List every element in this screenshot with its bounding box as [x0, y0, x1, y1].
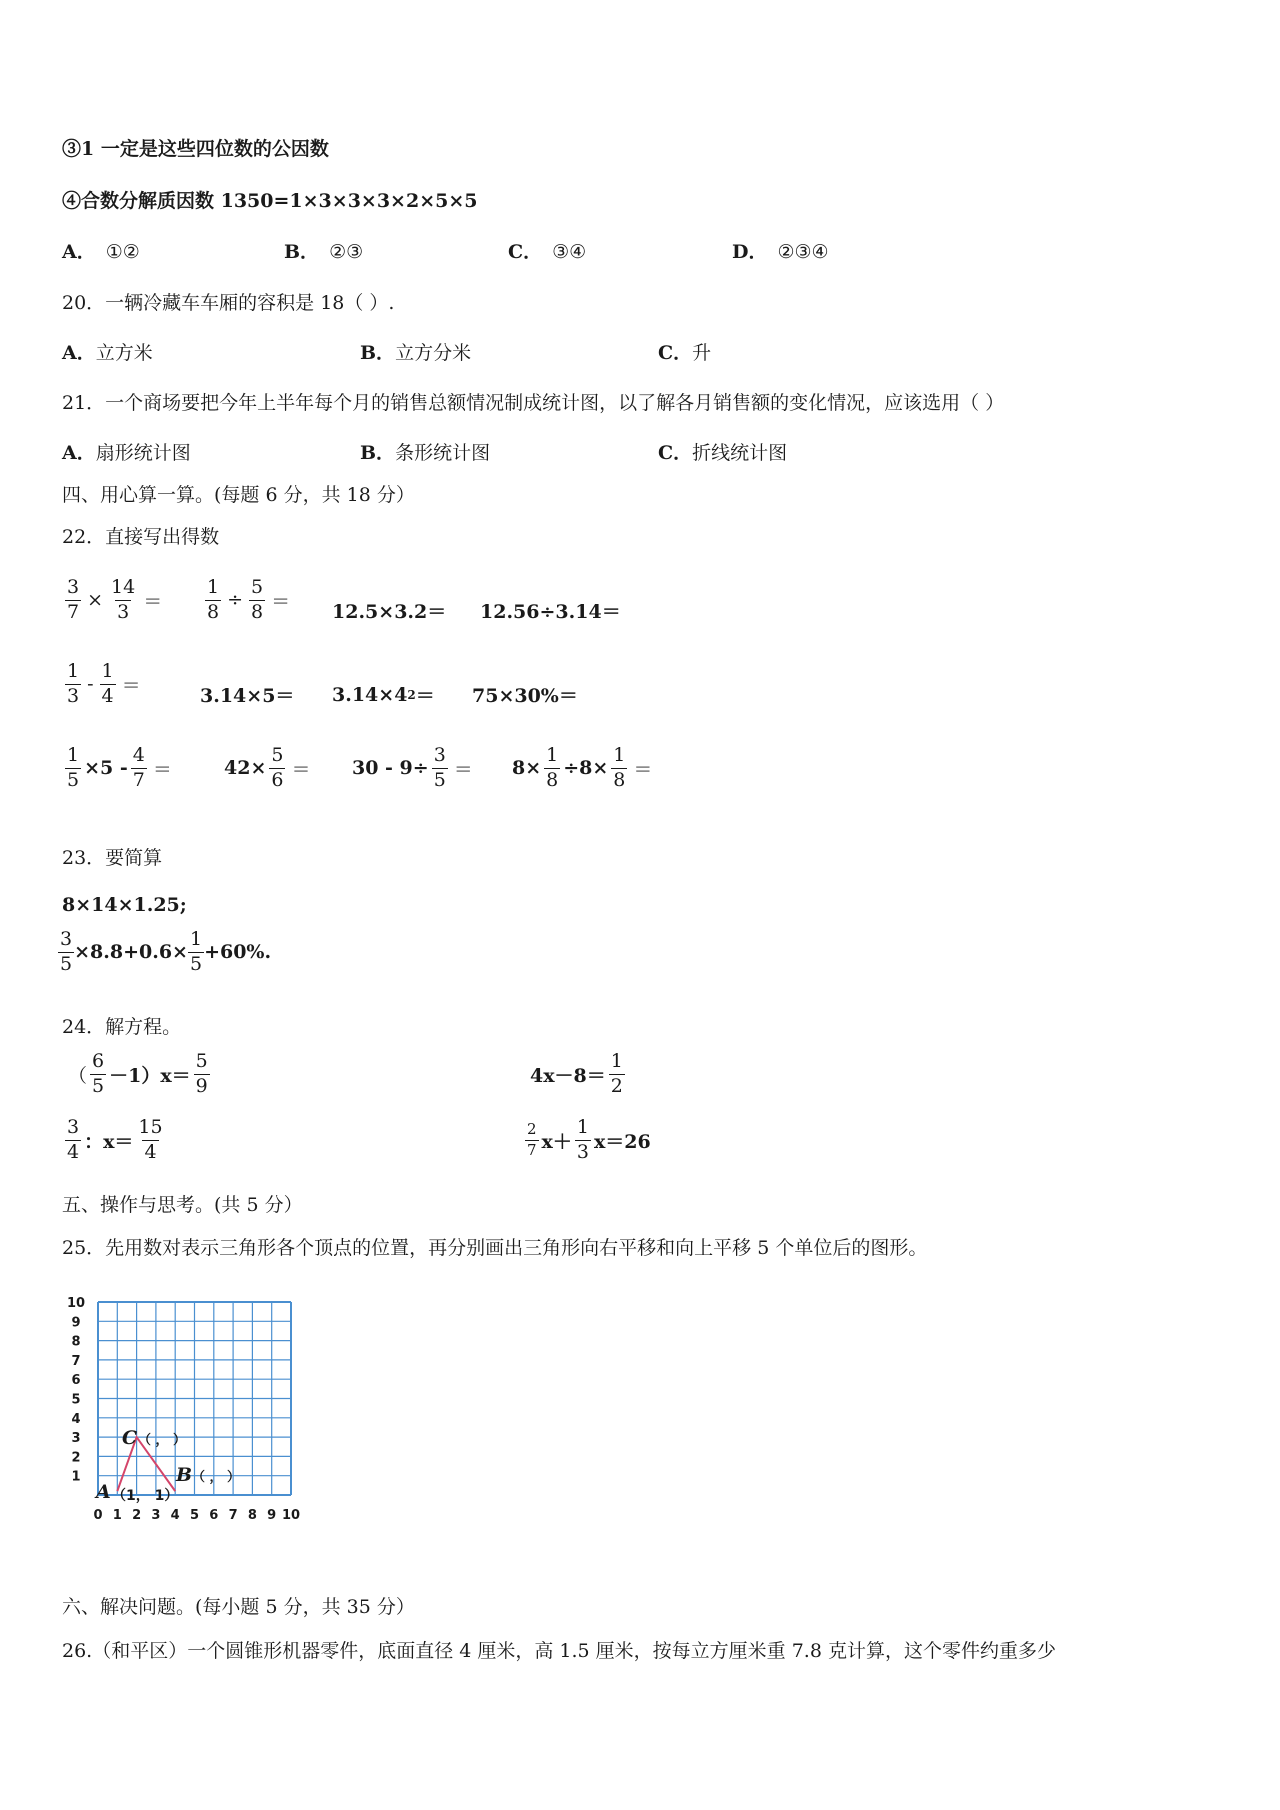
- x-tick-label: 2: [132, 1508, 142, 1523]
- q22-expr-4: 12.56÷3.14＝: [480, 601, 621, 623]
- y-axis-ticks: [67, 1296, 85, 1485]
- q26-stem: 26.（和平区）一个圆锥形机器零件，底面直径 4 厘米，高 1.5 厘米，按每立方厘米重 7.8 克计算，这个零件约重多少: [62, 1640, 1056, 1662]
- vertex-a-label: A: [96, 1481, 111, 1503]
- q21-option-c[interactable]: C．折线统计图: [658, 442, 788, 464]
- x-tick-label: 7: [228, 1508, 238, 1523]
- x-tick-label: 3: [151, 1508, 161, 1523]
- q22-expr-12: 8× $\frac{1}{8}$ ÷8× $\frac{1}{8}$ ＝: [512, 744, 653, 791]
- x-tick-label: 8: [247, 1508, 257, 1523]
- y-tick-label: 6: [71, 1373, 81, 1389]
- vertex-b-coord: （ ， ）: [192, 1470, 241, 1485]
- q19-option-b[interactable]: B． ②③: [284, 241, 364, 263]
- q20-option-c[interactable]: C．升: [658, 342, 712, 364]
- q22-expr-7: 3.14×4 2 ＝: [332, 683, 435, 707]
- q24-stem: 24．解方程。: [62, 1016, 182, 1038]
- q24-equation-4: $\frac{2}{7}$ x＋ $\frac{1}{3}$ x＝26: [527, 1116, 651, 1163]
- y-tick-label: 4: [71, 1411, 81, 1427]
- x-tick-label: 10: [281, 1508, 301, 1523]
- q19-option-c[interactable]: C． ③④: [508, 241, 587, 263]
- q22-expr-3: 12.5×3.2＝: [332, 601, 447, 623]
- q23-stem: 23．要简算: [62, 847, 163, 869]
- q21-option-a[interactable]: A．扇形统计图: [62, 442, 191, 464]
- y-tick-label: 2: [71, 1450, 81, 1466]
- section-6-heading: 六、解决问题。(每小题 5 分，共 35 分）: [62, 1596, 415, 1618]
- section-5-heading: 五、操作与思考。(共 5 分）: [62, 1194, 303, 1216]
- q22-expr-9: $\frac{1}{5}$ ×5 - $\frac{4}{7}$ ＝: [67, 744, 172, 791]
- q22-stem: 22．直接写出得数: [62, 526, 220, 548]
- q24-equation-2: 4x－8＝ $\frac{1}{2}$: [530, 1050, 623, 1097]
- q20-option-a[interactable]: A．立方米: [62, 342, 153, 364]
- q19-option-d[interactable]: D． ②③④: [732, 241, 829, 263]
- x-axis-ticks: [93, 1508, 300, 1523]
- q20-option-b[interactable]: B．立方分米: [360, 342, 472, 364]
- q22-expr-1: $\frac{3}{7}$ × $\frac{14}{3}$ ＝: [67, 576, 163, 623]
- section-4-heading: 四、用心算一算。(每题 6 分，共 18 分）: [62, 484, 415, 506]
- y-tick-label: 8: [71, 1334, 81, 1350]
- y-tick-label: 10: [66, 1296, 86, 1311]
- x-tick-label: 5: [189, 1508, 200, 1523]
- q25-stem: 25．先用数对表示三角形各个顶点的位置，再分别画出三角形向右平移和向上平移 5 个单位后的图形。: [62, 1237, 928, 1259]
- q19-statement-4: ④合数分解质因数 1350=1×3×3×3×2×5×5: [62, 190, 478, 212]
- coordinate-grid: [62, 1285, 312, 1525]
- vertex-c-label: C: [122, 1427, 138, 1449]
- x-tick-label: 0: [93, 1508, 103, 1523]
- y-tick-label: 1: [71, 1469, 81, 1485]
- y-tick-label: 5: [71, 1392, 81, 1408]
- q22-expr-5: $\frac{1}{3}$ - $\frac{1}{4}$ ＝: [67, 660, 141, 707]
- q22-expr-8: 75×30%＝: [472, 685, 578, 707]
- q19-option-a[interactable]: A． ①②: [62, 241, 140, 263]
- q22-expr-6: 3.14×5＝: [200, 685, 295, 707]
- vertex-c-coord: （ ， ）: [138, 1433, 187, 1448]
- q20-stem: 20．一辆冷藏车车厢的容积是 18（ ）.: [62, 292, 395, 314]
- q19-statement-3: ③1 一定是这些四位数的公因数: [62, 138, 329, 160]
- q23-expr-1: 8×14×1.25;: [62, 894, 187, 916]
- q22-expr-11: 30 - 9÷ $\frac{3}{5}$ ＝: [352, 744, 473, 791]
- y-tick-label: 3: [71, 1431, 81, 1447]
- q24-equation-1: （ $\frac{6}{5}$ －1）x＝ $\frac{5}{9}$: [68, 1050, 208, 1097]
- y-tick-label: 7: [71, 1353, 81, 1369]
- x-tick-label: 4: [170, 1508, 180, 1523]
- q22-expr-10: 42× $\frac{5}{6}$ ＝: [224, 744, 311, 791]
- vertex-a-coord: （1， 1）: [112, 1488, 179, 1504]
- q21-option-b[interactable]: B．条形统计图: [360, 442, 491, 464]
- q23-expr-2: $\frac{3}{5}$ ×8.8+0.6× $\frac{1}{5}$ +60%.: [60, 928, 272, 975]
- q21-stem: 21．一个商场要把今年上半年每个月的销售总额情况制成统计图，以了解各月销售额的变化情况，应该选用（ ）: [62, 392, 1005, 414]
- q24-equation-3: $\frac{3}{4}$ ：x＝ $\frac{15}{4}$: [67, 1116, 163, 1163]
- x-tick-label: 9: [267, 1508, 277, 1523]
- y-tick-label: 9: [71, 1315, 81, 1331]
- x-tick-label: 1: [112, 1508, 122, 1523]
- q22-expr-2: $\frac{1}{8}$ ÷ $\frac{5}{8}$ ＝: [207, 576, 291, 623]
- vertex-b-label: B: [176, 1464, 193, 1486]
- x-tick-label: 6: [209, 1508, 219, 1523]
